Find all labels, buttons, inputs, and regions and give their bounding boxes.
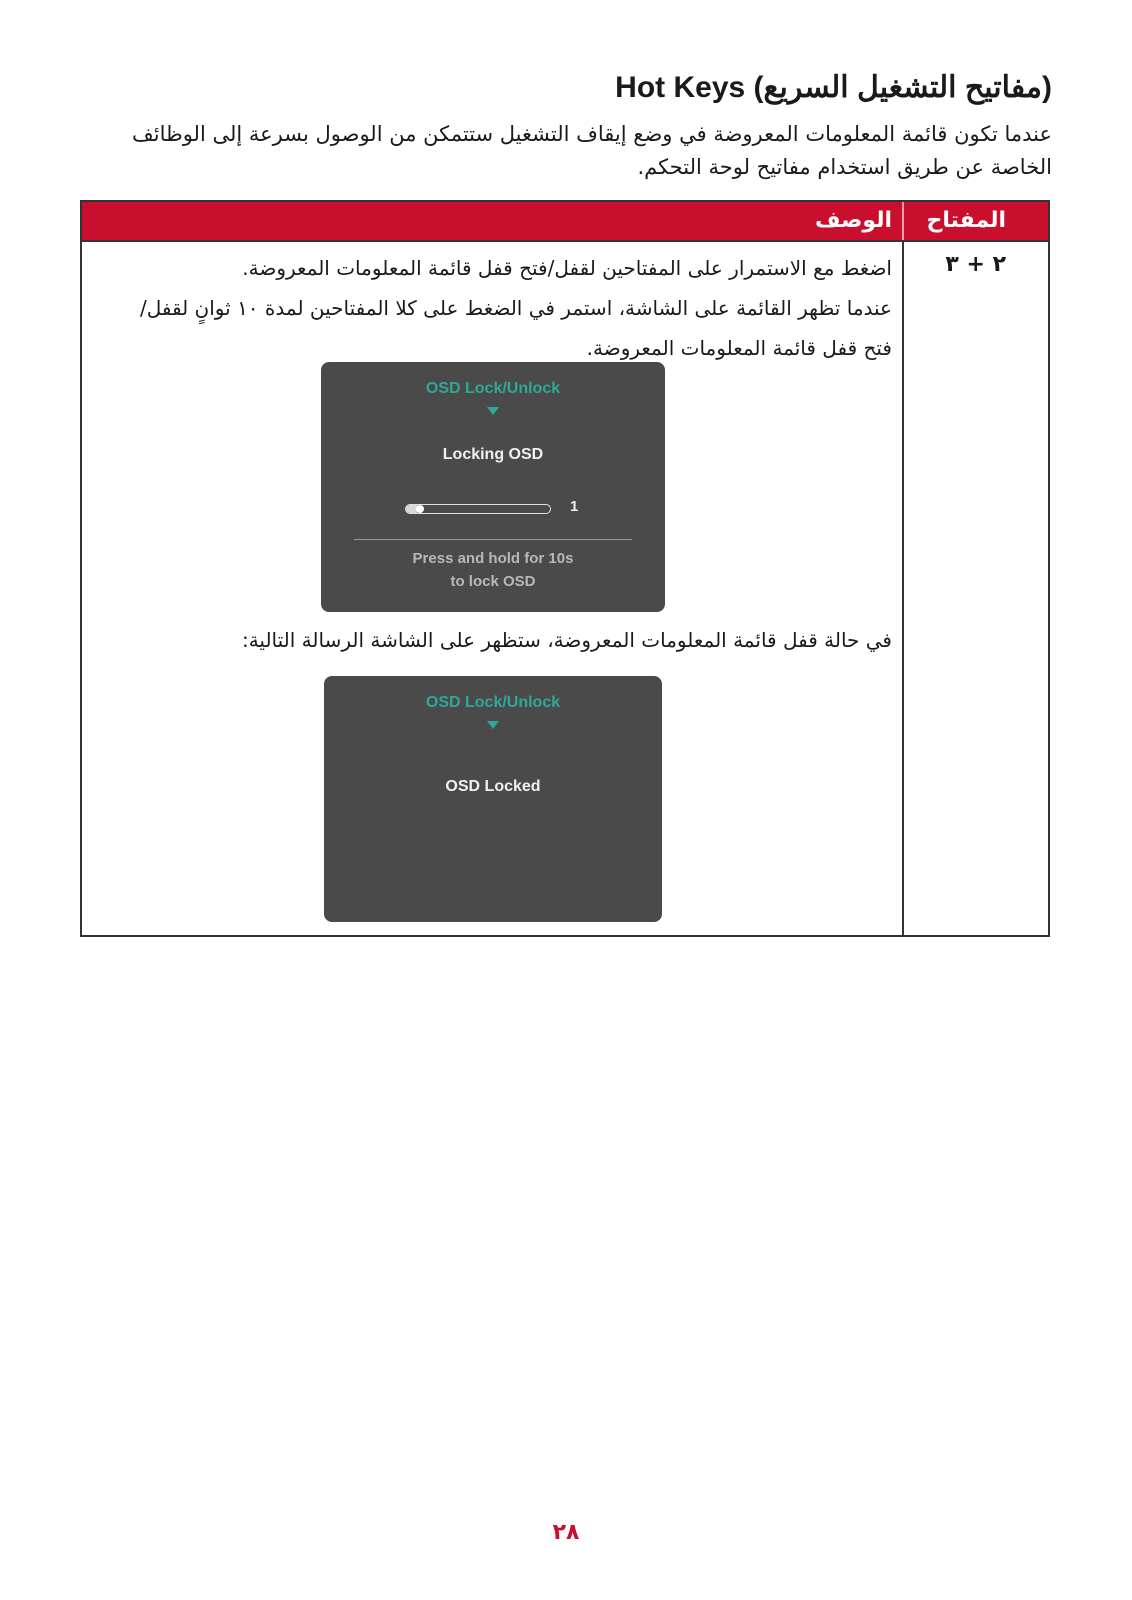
header-divider <box>902 202 904 240</box>
osd-countdown: 1 <box>570 498 579 515</box>
intro-paragraph <box>77 118 1052 184</box>
osd-hint-line: to lock OSD <box>450 573 536 590</box>
page-title: Hot Keys (مفاتيح التشغيل السريع) <box>615 71 1052 104</box>
lock-progress-bar <box>405 504 551 514</box>
triangle-down-icon <box>487 721 499 729</box>
page-number: ٢٨ <box>552 1520 580 1545</box>
description-line: فتح قفل قائمة المعلومات المعروضة. <box>586 336 892 360</box>
intro-line: الخاصة عن طريق استخدام مفاتيح لوحة التحكم. <box>637 155 1052 179</box>
progress-knob <box>416 505 424 513</box>
locked-note: في حالة قفل قائمة المعلومات المعروضة، ستظهر على الشاشة الرسالة التالية: <box>241 628 892 652</box>
intro-line: عندما تكون قائمة المعلومات المعروضة في وضع إيقاف التشغيل ستتمكن من الوصول بسرعة إلى الوظائف <box>132 122 1052 146</box>
hotkey-description <box>92 248 892 368</box>
osd-divider <box>354 539 632 540</box>
description-line: اضغط مع الاستمرار على المفتاحين لقفل/فتح قفل قائمة المعلومات المعروضة. <box>242 256 892 280</box>
osd-hint-line: Press and hold for 10s <box>412 550 574 567</box>
header-key: المفتاح <box>926 208 1006 233</box>
locked-note-wrap <box>92 620 892 660</box>
description-line: عندما تظهر القائمة على الشاشة، استمر في الضغط على كلا المفتاحين لمدة ١٠ ثوانٍ لقفل/ <box>139 296 892 320</box>
header-description: الوصف <box>814 208 892 233</box>
osd-locked-screenshot <box>324 676 662 922</box>
hotkey-combination: ٢ + ٣ <box>945 252 1006 277</box>
table-header <box>82 202 1048 242</box>
osd-status: OSD Locked <box>445 778 541 795</box>
osd-title: OSD Lock/Unlock <box>425 380 561 397</box>
osd-locking-screenshot <box>321 362 665 612</box>
triangle-down-icon <box>487 407 499 415</box>
column-divider <box>902 242 904 935</box>
osd-status: Locking OSD <box>442 446 544 463</box>
osd-title: OSD Lock/Unlock <box>425 694 561 711</box>
